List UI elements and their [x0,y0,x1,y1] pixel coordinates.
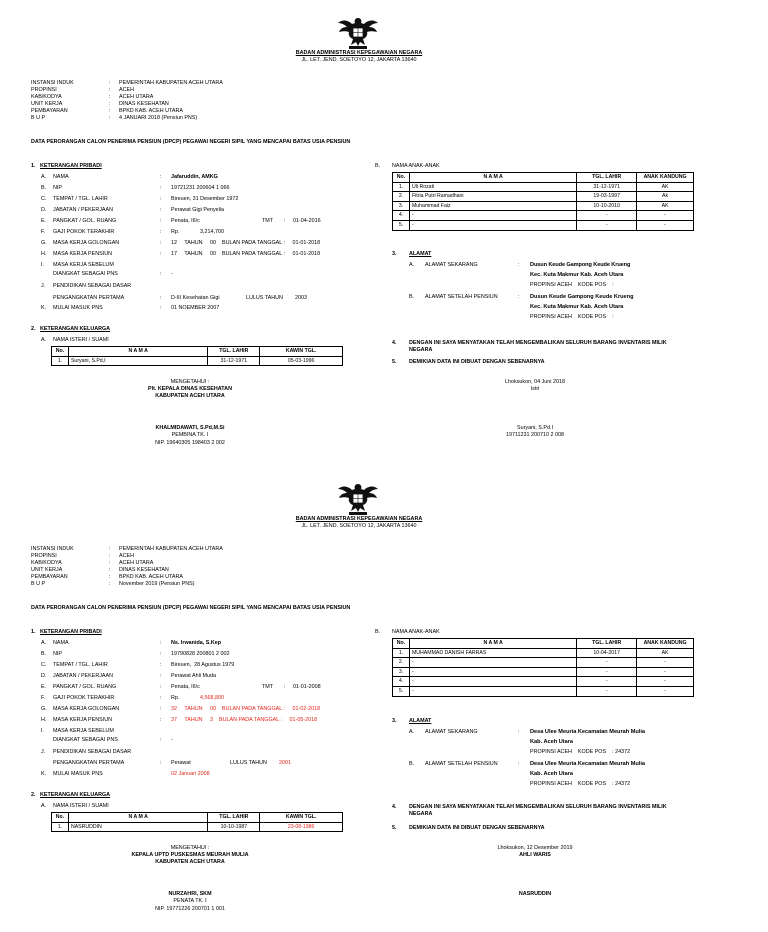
tmt-label: TMT [262,684,274,690]
garuda-emblem-icon [336,480,380,516]
item-label: GAJI POKOK TERAKHIR [53,229,115,235]
header-value: ACEH [119,87,134,93]
address-current-label: ALAMAT SEKARANG [425,729,478,735]
item-letter: I. [41,728,44,734]
header-value: ACEH UTARA [119,94,154,100]
agency-address: JL. LET. JEND. SOETOYO 12, JAKARTA 13640 [301,523,417,529]
table-row: 5. - - - [393,220,694,230]
approver-name: NURZAHRI, SKM [168,891,212,897]
section-title: KETERANGAN PRIBADI [40,163,102,169]
address-after-line3: PROPINSI ACEH KODE POS : 24372 [530,781,631,787]
rank-value: Penata, III/c [171,218,200,224]
item-label: NIP [53,651,62,657]
item-letter: E. [41,684,47,690]
acknowledged-label: MENGETAHUI : [170,845,210,851]
item-letter: J. [41,283,46,289]
table-cell: 05-03-1996 [260,356,343,366]
item-label: NIP [53,185,62,191]
section-number: 2. [31,326,36,332]
table-row [52,356,343,366]
column-header: N A M A [68,347,207,357]
item-letter: F. [41,229,46,235]
service-pension-value: 17 TAHUN 00 BULAN PADA TANGGAL : 01-01-2018 [171,251,321,257]
table-row [52,822,343,832]
education-value: D-III Kesehatan Gigi [171,295,220,301]
item-label: PENGANGKATAN PERTAMA [53,760,125,766]
service-rank-value: 32 TAHUN 00 BULAN PADA TANGGAL : 01-02-2018 [171,706,321,712]
table-row: 4. - - - [393,677,694,687]
signer-nip: 19711231 200710 2 008 [505,432,565,438]
statement-5: DEMIKIAN DATA INI DIBUAT DENGAN SEBENARNYA [409,359,545,365]
column-header: No. [52,347,69,357]
header-value: ACEH [119,553,134,559]
item-letter: I. [41,262,44,268]
approver-region: KABUPATEN ACEH UTARA [155,393,225,399]
tmt-value: 01-04-2016 [293,218,321,224]
header-label: INSTANSI INDUK [31,80,74,86]
place-date: Lhoksukon, 04 Juni 2018 [505,379,565,385]
approver-nip: NIP. 19640305 198403 2 002 [155,440,225,446]
graduation-year: 2001 [279,760,291,766]
approver-title: Plt. KEPALA DINAS KESEHATAN [148,386,232,392]
column-header: ANAK KANDUNG [637,173,694,183]
spouse-table [51,346,343,366]
item-label: MASA KERJA SEBELUM [53,262,114,268]
children-table [392,638,694,697]
column-header: N A M A [409,639,576,649]
section-number: 1. [31,163,36,169]
header-value: BPKD KAB. ACEH UTARA [119,574,184,580]
tmt-label: TMT [262,218,274,224]
form-2: BADAN ADMINISTRASI KEPEGAWAIAN NEGARA JL. LET. JEND. SOETOYO 12, JAKARTA 13640 INSTANSI INDUK : PEMERINTAH KABUPATEN ACEH UTARA PROPINSI : ACEH KAB/KODYA : ACEH UTARA UNIT KERJA : DINAS KESEHATAN PEMBAYARAN : BPKD KAB. ACEH UTARA B U P : November 2019 (Pensiun PNS) DATA PERORANGAN CALON PENERIMA PENSIUN (DPCP) PEGAWAI NEGERI SIPIL YANG MENCAPAI BATAS USIA PENSIUN 1. KETERANGAN PRIBADI A. NAMA : Ns. Irwanida, S.Kep B. NIP : 19790828 200801 2 002 C. TEMPAT / TGL. LAHIR : Bireuen, 28 Agustus 1979 D. JABATAN / PEKERJAAN : Perawat Ahli Muda E. PANGKAT / GOL. RUANG : Penata, III/c TMT : 01-01-2008 F. GAJI POKOK TERAKHIR : Rp. 4,568,800 G. MASA KERJA GOLONGAN : 32 TAHUN 00 BULAN PADA TANGGAL : 01-02-2018 H. MASA KERJA PENSIUN : 37 TAHUN 3 BULAN PADA TANGGAL : 01-05-2018 I. MASA KERJA SEBELUM DIANGKAT SEBAGAI PNS : - J. PENDIDIKAN SEBAGAI DASAR PENGANGKATAN PERTAMA : Perawat LULUS TAHUN 2001 K. MULAI MASUK PNS 02 Januari 2008 2. KETERANGAN KELUARGA A. NAMA ISTERI / SUAMI No. N A M A TGL. LAHIR KAWIN TGL. 1. NASRUDDIN 10-10-1987 23-08-1986 B. NAMA ANAK-ANAK No. N A M A TGL. LAHIR ANAK KANDUNG 1. MUHAMMAD DANISH FARRAS 10-04-2017 AK 2. - - - 3. - - - 4. - - - 5. - - - 3. ALAMAT A. ALAMAT SEKARANG : Desa Ulee Meuria Kecamatan Meurah Mulia Kab. Aceh Utara PROPINSI ACEH KODE POS : 24372 B. ALAMAT SETELAH PENSIUN : Desa Ulee Meuria Kecamatan Meurah Mulia Kab. Aceh Utara PROPINSI ACEH KODE POS : 24372 4. DENGAN INI SAYA MENYATAKAN TELAH MENGEMBALIKAN SELURUH BARANG INVENTARIS MILIK NEGARA 5. DEMIKIAN DATA INI DIBUAT DENGAN SEBENARNYA MENGETAHUI : KEPALA UPTD PUSKESMAS MEURAH MULIA KABUPATEN ACEH UTARA NURZAHRI, SKM PENATA TK. I NIP. 19771226 200701 1 001 Lhoksukon, 12 Desember 2019 AHLI WARIS NASRUDDIN [0,466,768,932]
item-label: MASA KERJA GOLONGAN [53,240,120,246]
address-current-line2: Kec. Kuta Makmur Kab. Aceh Utara [530,272,624,278]
item-letter: D. [41,673,47,679]
item-letter: A. [41,174,47,180]
agency-name: BADAN ADMINISTRASI KEPEGAWAIAN NEGARA [295,516,423,522]
birth-value: Bireuen, 28 Agustus 1979 [171,662,235,668]
header-value: BPKD KAB. ACEH UTARA [119,108,184,114]
graduation-label: LULUS TAHUN [246,295,283,301]
header-label: KAB/KODYA [31,560,62,566]
statement-4-cont: NEGARA [409,347,433,353]
table-cell: 1. [52,822,69,832]
table-row: 5. - - - [393,686,694,696]
item-letter: C. [41,662,47,668]
header-value: ACEH UTARA [119,560,154,566]
header-label: UNIT KERJA [31,567,63,573]
table-header-row [52,813,343,823]
item-letter: K. [41,771,47,777]
item-letter: B. [41,651,47,657]
address-after-line1: Dusun Keude Gampong Keude Krueng [530,294,634,300]
item-label: MASA KERJA PENSIUN [53,717,113,723]
address-current-line1: Dusun Keude Gampong Keude Krueng [530,262,631,268]
column-header: No. [393,639,410,649]
agency-name: BADAN ADMINISTRASI KEPEGAWAIAN NEGARA [295,50,423,56]
header-label: INSTANSI INDUK [31,546,74,552]
salary-value: 3,214,700 [200,229,224,235]
approver-name: KHALMIDAWATI, S.Pd,M.Si [155,425,225,431]
currency-label: Rp. [171,695,180,701]
service-pension-value: 37 TAHUN 3 BULAN PADA TANGGAL : 01-05-2018 [171,717,318,723]
table-cell: Suryani, S.Pd,I [68,356,207,366]
table-header-row [393,639,694,649]
header-value: DINAS KESEHATAN [119,101,169,107]
start-pns-value: 01 NOEMBER 2007 [171,305,220,311]
name-value: Ns. Irwanida, S.Kep [171,640,222,646]
column-header: TGL. LAHIR [577,639,637,649]
tmt-value: 01-01-2008 [293,684,321,690]
table-header-row [393,173,694,183]
acknowledged-label: MENGETAHUI : [170,379,210,385]
spouse-table [51,812,343,832]
column-header: KAWIN TGL. [260,813,343,823]
signer-role: Istri [530,386,540,392]
address-current-line2: Kab. Aceh Utara [530,739,574,745]
section-title: KETERANGAN PRIBADI [40,629,102,635]
section-number: 2. [31,792,36,798]
item-label: DIANGKAT SEBAGAI PNS [53,737,118,743]
children-table [392,172,694,231]
item-label: MASA KERJA SEBELUM [53,728,114,734]
table-cell: 23-08-1986 [260,822,343,832]
item-label: GAJI POKOK TERAKHIR [53,695,115,701]
statement-4-cont: NEGARA [409,811,433,817]
place-date: Lhoksukon, 12 Desember 2019 [497,845,573,851]
signer-name: Suryani, S.Pd.I [517,425,553,431]
table-row: 1. MUHAMMAD DANISH FARRAS 10-04-2017 AK [393,648,694,658]
form-1: BADAN ADMINISTRASI KEPEGAWAIAN NEGARA JL. LET. JEND. SOETOYO 12, JAKARTA 13640 INSTANSI INDUK : PEMERINTAH KABUPATEN ACEH UTARA PROPINSI : ACEH KAB/KODYA : ACEH UTARA UNIT KERJA : DINAS KESEHATAN PEMBAYARAN : BPKD KAB. ACEH UTARA B U P : 4 JANUARI 2018 (Pensiun PNS) DATA PERORANGAN CALON PENERIMA PENSIUN (DPCP) PEGAWAI NEGERI SIPIL YANG MENCAPAI BATAS USIA PENSIUN 1. KETERANGAN PRIBADI A. NAMA : Jafaruddin, AMKG B. NIP : 19721231 200604 1 066 C. TEMPAT / TGL. LAHIR : Bireuen, 31 Desember 1972 D. JABATAN / PEKERJAAN : Perawat Gigi Penyelia E. PANGKAT / GOL. RUANG : Penata, III/c TMT : 01-04-2016 F. GAJI POKOK TERAKHIR : Rp. 3,214,700 G. MASA KERJA GOLONGAN : 12 TAHUN 00 BULAN PADA TANGGAL : 01-01-2018 H. MASA KERJA PENSIUN : 17 TAHUN 00 BULAN PADA TANGGAL : 01-01-2018 I. MASA KERJA SEBELUM DIANGKAT SEBAGAI PNS : - J. PENDIDIKAN SEBAGAI DASAR PENGANGKATAN PERTAMA : D-III Kesehatan Gigi LULUS TAHUN 2003 K. MULAI MASUK PNS : 01 NOEMBER 2007 2. KETERANGAN KELUARGA A. NAMA ISTERI / SUAMI No. N A M A TGL. LAHIR KAWIN TGL. 1. Suryani, S.Pd,I 31-12-1971 05-03-1996 B. NAMA ANAK-ANAK No. N A M A TGL. LAHIR ANAK KANDUNG 1. Uli Rozati 31-12-1971 AK 2. Fitria Putri Ramadhani 19-03-1997 Ak 3. Muhammad Faiz 10-10-2010 AK 4. - - - 5. - - - 3. ALAMAT A. ALAMAT SEKARANG : Dusun Keude Gampong Keude Krueng Kec. Kuta Makmur Kab. Aceh Utara PROPINSI ACEH KODE POS : B. ALAMAT SETELAH PENSIUN : Dusun Keude Gampong Keude Krueng Kec. Kuta Makmur Kab. Aceh Utara PROPINSI ACEH KODE POS : 4. DENGAN INI SAYA MENYATAKAN TELAH MENGEMBALIKAN SELURUH BARANG INVENTARIS MILIK NEGARA 5. DEMIKIAN DATA INI DIBUAT DENGAN SEBENARNYA MENGETAHUI : Plt. KEPALA DINAS KESEHATAN KABUPATEN ACEH UTARA KHALMIDAWATI, S.Pd,M.Si PEMBINA TK. I NIP. 19640305 198403 2 002 Lhoksukon, 04 Juni 2018 Istri Suryani, S.Pd.I 19711231 200710 2 008 [0,0,768,466]
item-letter: H. [41,717,47,723]
table-row: 2. - - - [393,658,694,668]
column-header: No. [393,173,410,183]
currency-label: Rp. [171,229,180,235]
item-letter: G. [41,706,47,712]
header-value: 4 JANUARI 2018 (Pensiun PNS) [119,115,198,121]
item-label: TEMPAT / TGL. LAHIR [53,196,108,202]
table-row: 2. Fitria Putri Ramadhani 19-03-1997 Ak [393,192,694,202]
header-label: KAB/KODYA [31,94,62,100]
section-title: KETERANGAN KELUARGA [40,326,111,332]
table-header-row [52,347,343,357]
signer-name: NASRUDDIN [518,891,552,897]
item-letter: D. [41,207,47,213]
approver-nip: NIP. 19771226 200701 1 001 [155,906,225,912]
statement-5: DEMIKIAN DATA INI DIBUAT DENGAN SEBENARNYA [409,825,545,831]
address-current-label: ALAMAT SEKARANG [425,262,478,268]
header-label: PROPINSI [31,553,57,559]
table-row: 3. Muhammad Faiz 10-10-2010 AK [393,201,694,211]
spouse-label: NAMA ISTERI / SUAMI [53,803,109,809]
education-value: Perawat [171,760,191,766]
address-after-line2: Kab. Aceh Utara [530,771,574,777]
graduation-year: 2003 [295,295,307,301]
address-current-line3: PROPINSI ACEH KODE POS : 24372 [530,749,631,755]
item-letter: A. [41,640,47,646]
item-letter: H. [41,251,47,257]
item-letter: J. [41,749,46,755]
table-cell: NASRUDDIN [68,822,207,832]
table-cell: 31-12-1971 [208,356,260,366]
item-label: MULAI MASUK PNS [53,771,103,777]
name-value: Jafaruddin, AMKG [171,174,218,180]
garuda-emblem-icon [336,14,380,50]
statement-4: DENGAN INI SAYA MENYATAKAN TELAH MENGEMBALIKAN SELURUH BARANG INVENTARIS MILIK [409,804,667,810]
children-label: NAMA ANAK-ANAK [392,629,440,635]
header-value: PEMERINTAH KABUPATEN ACEH UTARA [119,80,223,86]
header-label: PEMBAYARAN [31,574,68,580]
item-letter: B. [41,185,47,191]
nip-value: 19790828 200801 2 002 [171,651,230,657]
item-label: MASA KERJA PENSIUN [53,251,113,257]
header-label: B U P [31,581,46,587]
form-title: DATA PERORANGAN CALON PENERIMA PENSIUN (DPCP) PEGAWAI NEGERI SIPIL YANG MENCAPAI BATAS USIA PENSIUN [31,139,351,145]
agency-address: JL. LET. JEND. SOETOYO 12, JAKARTA 13640 [301,57,417,63]
header-value: November 2019 (Pensiun PNS) [119,581,195,587]
approver-rank: PENATA TK. I [173,898,207,904]
item-label: PENDIDIKAN SEBAGAI DASAR [53,283,132,289]
item-label: TEMPAT / TGL. LAHIR [53,662,108,668]
header-label: PEMBAYARAN [31,108,68,114]
address-after-line2: Kec. Kuta Makmur Kab. Aceh Utara [530,304,624,310]
approver-title: KEPALA UPTD PUSKESMAS MEURAH MULIA [131,852,249,858]
nip-value: 19721231 200604 1 066 [171,185,230,191]
position-value: Perawat Gigi Penyelia [171,207,225,213]
item-letter: K. [41,305,47,311]
item-label: MULAI MASUK PNS [53,305,103,311]
column-header: TGL. LAHIR [208,347,260,357]
birth-value: Bireuen, 31 Desember 1972 [171,196,239,202]
address-after-line1: Desa Ulee Meuria Kecamatan Meurah Mulia [530,761,646,767]
item-label: JABATAN / PEKERJAAN [53,673,114,679]
header-label: PROPINSI [31,87,57,93]
table-row: 3. - - - [393,667,694,677]
header-label: UNIT KERJA [31,101,63,107]
children-label: NAMA ANAK-ANAK [392,163,440,169]
column-header: ANAK KANDUNG [637,639,694,649]
address-after-label: ALAMAT SETELAH PENSIUN [425,294,498,300]
rank-value: Penata, III/c [171,684,200,690]
start-pns-value: 02 Januari 2008 [171,771,210,777]
address-current-line3: PROPINSI ACEH KODE POS : [530,282,614,288]
prior-service-value: - [171,737,173,743]
column-header: N A M A [68,813,207,823]
table-row: 1. Uli Rozati 31-12-1971 AK [393,182,694,192]
signer-role: AHLI WARIS [519,852,551,858]
item-letter: F. [41,695,46,701]
table-cell: 1. [52,356,69,366]
header-value: PEMERINTAH KABUPATEN ACEH UTARA [119,546,223,552]
spouse-label: NAMA ISTERI / SUAMI [53,337,109,343]
address-after-line3: PROPINSI ACEH KODE POS : [530,314,614,320]
prior-service-value: - [171,271,173,277]
section-number: 1. [31,629,36,635]
item-label: DIANGKAT SEBAGAI PNS [53,271,118,277]
statement-4: DENGAN INI SAYA MENYATAKAN TELAH MENGEMBALIKAN SELURUH BARANG INVENTARIS MILIK [409,340,667,346]
service-rank-value: 12 TAHUN 00 BULAN PADA TANGGAL : 01-01-2018 [171,240,321,246]
column-header: No. [52,813,69,823]
item-letter: C. [41,196,47,202]
column-header: TGL. LAHIR [208,813,260,823]
header-value: DINAS KESEHATAN [119,567,169,573]
header-label: B U P [31,115,46,121]
section-title: KETERANGAN KELUARGA [40,792,111,798]
address-current-line1: Desa Ulee Meuria Kecamatan Meurah Mulia [530,729,646,735]
item-label: PANGKAT / GOL. RUANG [53,684,117,690]
item-label: NAMA [53,174,69,180]
address-title: ALAMAT [409,251,432,257]
salary-value: 4,568,800 [200,695,224,701]
item-letter: E. [41,218,47,224]
item-label: MASA KERJA GOLONGAN [53,706,120,712]
table-cell: 10-10-1987 [208,822,260,832]
item-label: NAMA [53,640,69,646]
graduation-label: LULUS TAHUN [230,760,267,766]
item-letter: G. [41,240,47,246]
column-header: TGL. LAHIR [577,173,637,183]
table-row: 4. - - - [393,211,694,221]
item-label: PENDIDIKAN SEBAGAI DASAR [53,749,132,755]
item-label: PANGKAT / GOL. RUANG [53,218,117,224]
address-after-label: ALAMAT SETELAH PENSIUN [425,761,498,767]
item-label: PENGANGKATAN PERTAMA [53,295,125,301]
approver-rank: PEMBINA TK. I [171,432,209,438]
approver-region: KABUPATEN ACEH UTARA [155,859,225,865]
column-header: KAWIN TGL. [260,347,343,357]
form-title: DATA PERORANGAN CALON PENERIMA PENSIUN (DPCP) PEGAWAI NEGERI SIPIL YANG MENCAPAI BATAS USIA PENSIUN [31,605,351,611]
item-label: JABATAN / PEKERJAAN [53,207,114,213]
position-value: Perawat Ahli Muda [171,673,216,679]
address-title: ALAMAT [409,718,432,724]
column-header: N A M A [409,173,576,183]
